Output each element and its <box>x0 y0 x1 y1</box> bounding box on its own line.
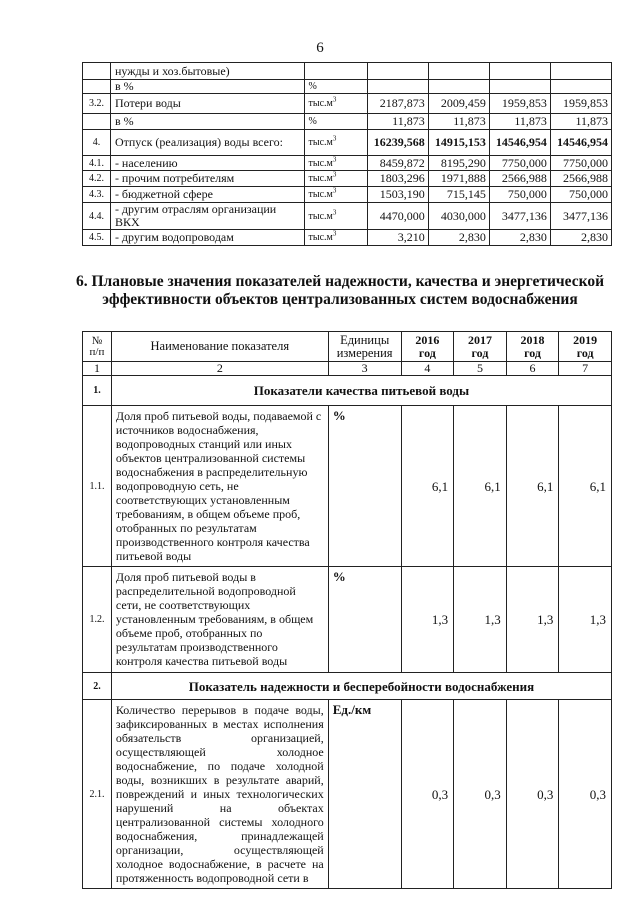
page-number: 6 <box>316 40 324 56</box>
row-num: 4.2. <box>83 171 111 187</box>
value-2018: 6,1 <box>506 406 559 567</box>
row-value <box>489 63 550 80</box>
row-unit <box>304 63 367 80</box>
balance-row <box>83 80 612 94</box>
row-name: нужды и хоз.бытовые) <box>110 63 304 80</box>
indicator-unit: % <box>328 406 401 567</box>
section-num: 2. <box>83 673 112 700</box>
row-num: 4. <box>83 130 111 156</box>
row-num <box>83 80 111 94</box>
row-num: 4.3. <box>83 187 111 203</box>
row-value <box>550 63 611 80</box>
value-2016: 1,3 <box>401 567 454 673</box>
row-name: - другим отраслям организации ВКХ <box>110 203 304 230</box>
row-value: 2187,873 <box>367 94 428 114</box>
row-unit: $тыс.м^3$ <box>304 94 367 114</box>
row-num: 4.1. <box>83 156 111 171</box>
row-value: 3477,136 <box>489 203 550 230</box>
header-year-2018: 2018 год <box>506 332 559 362</box>
row-value: 715,145 <box>428 187 489 203</box>
row-value: 7750,000 <box>550 156 611 171</box>
indicator-row <box>83 700 612 889</box>
row-value: 2566,988 <box>550 171 611 187</box>
row-num <box>83 63 111 80</box>
row-value: 11,873 <box>550 114 611 130</box>
row-unit: % <box>304 80 367 94</box>
balance-row <box>83 230 612 246</box>
value-2017: 6,1 <box>454 406 507 567</box>
indicator-unit: % <box>328 567 401 673</box>
section-num: 1. <box>83 376 112 406</box>
section-row <box>83 673 612 700</box>
row-value: 8195,290 <box>428 156 489 171</box>
balance-row <box>83 114 612 130</box>
row-value: 2009,459 <box>428 94 489 114</box>
row-value: 14546,954 <box>489 130 550 156</box>
row-unit: $тыс.м^3$ <box>304 130 367 156</box>
row-num: 4.4. <box>83 203 111 230</box>
row-value: 1803,296 <box>367 171 428 187</box>
row-name: - прочим потребителям <box>110 171 304 187</box>
row-value: 2,830 <box>550 230 611 246</box>
row-value <box>367 63 428 80</box>
row-unit: $тыс.м^3$ <box>304 187 367 203</box>
indicator-row <box>83 406 612 567</box>
row-value: 1959,853 <box>550 94 611 114</box>
water-balance-table <box>82 62 612 246</box>
header-name: Наименование показателя <box>111 332 328 362</box>
indicators-table <box>82 331 612 889</box>
indicator-name: Доля проб питьевой воды, подаваемой с источников водоснабжения, водопроводных станций или иных объектов централизованной системы водоснабжения в распределительную водопроводную сеть, не соответствующих установленным требованиям, в общем объеме проб, отобранных по результатам производственного контроля качества питьевой воды <box>111 406 328 567</box>
balance-row <box>83 94 612 114</box>
row-num: 2.1. <box>83 700 112 889</box>
balance-row <box>83 130 612 156</box>
balance-row <box>83 203 612 230</box>
row-num <box>83 114 111 130</box>
row-name: Потери воды <box>110 94 304 114</box>
header-row <box>83 332 612 362</box>
row-name: Отпуск (реализация) воды всего: <box>110 130 304 156</box>
balance-row <box>83 187 612 203</box>
row-value: 8459,872 <box>367 156 428 171</box>
header-year-2016: 2016 год <box>401 332 454 362</box>
value-2019: 0,3 <box>559 700 612 889</box>
balance-row <box>83 156 612 171</box>
section-row <box>83 376 612 406</box>
row-num: 1.1. <box>83 406 112 567</box>
row-value: 11,873 <box>428 114 489 130</box>
value-2018: 1,3 <box>506 567 559 673</box>
row-value <box>550 80 611 94</box>
section-heading: 6. Плановые значения показателей надежности, качества и энергетической эффективности объектов централизованных систем водоснабжения <box>75 273 605 308</box>
row-value: 14915,153 <box>428 130 489 156</box>
row-value <box>489 80 550 94</box>
indicator-row <box>83 567 612 673</box>
row-unit: $тыс.м^3$ <box>304 230 367 246</box>
row-value: 4470,000 <box>367 203 428 230</box>
col-number: 6 <box>506 362 559 376</box>
row-value: 2,830 <box>489 230 550 246</box>
row-value: 11,873 <box>489 114 550 130</box>
row-name: - бюджетной сфере <box>110 187 304 203</box>
row-value: 2566,988 <box>489 171 550 187</box>
row-value: 750,000 <box>550 187 611 203</box>
row-value: 3,210 <box>367 230 428 246</box>
section-title: Показатели качества питьевой воды <box>111 376 611 406</box>
row-value <box>428 63 489 80</box>
value-2016: 0,3 <box>401 700 454 889</box>
col-number: 4 <box>401 362 454 376</box>
value-2017: 0,3 <box>454 700 507 889</box>
row-unit: $тыс.м^3$ <box>304 203 367 230</box>
row-unit: $тыс.м^3$ <box>304 156 367 171</box>
row-value: 750,000 <box>489 187 550 203</box>
row-value: 14546,954 <box>550 130 611 156</box>
header-unit: Единицы измерения <box>328 332 401 362</box>
row-value <box>367 80 428 94</box>
row-value: 1971,888 <box>428 171 489 187</box>
row-value: 2,830 <box>428 230 489 246</box>
row-value: 1959,853 <box>489 94 550 114</box>
row-name: в % <box>110 114 304 130</box>
balance-row <box>83 63 612 80</box>
col-number: 1 <box>83 362 112 376</box>
indicator-name: Доля проб питьевой воды в распределительной водопроводной сети, не соответствующих установленным требованиям, в общем объеме проб, отобранных по результатам производственного контроля качества питьевой воды <box>111 567 328 673</box>
value-2018: 0,3 <box>506 700 559 889</box>
value-2019: 1,3 <box>559 567 612 673</box>
header-year-2017: 2017 год <box>454 332 507 362</box>
row-value: 7750,000 <box>489 156 550 171</box>
row-num: 4.5. <box>83 230 111 246</box>
row-value: 16239,568 <box>367 130 428 156</box>
row-num: 1.2. <box>83 567 112 673</box>
section-title: Показатель надежности и бесперебойности водоснабжения <box>111 673 611 700</box>
row-num: 3.2. <box>83 94 111 114</box>
col-number: 2 <box>111 362 328 376</box>
value-2017: 1,3 <box>454 567 507 673</box>
balance-row <box>83 171 612 187</box>
row-value: 4030,000 <box>428 203 489 230</box>
indicator-unit: Ед./км <box>328 700 401 889</box>
row-value <box>428 80 489 94</box>
value-2016: 6,1 <box>401 406 454 567</box>
header-num: № п/п <box>83 332 112 362</box>
row-value: 1503,190 <box>367 187 428 203</box>
header-year-2019: 2019 год <box>559 332 612 362</box>
row-name: - населению <box>110 156 304 171</box>
row-value: 3477,136 <box>550 203 611 230</box>
col-number: 3 <box>328 362 401 376</box>
row-unit: % <box>304 114 367 130</box>
row-name: в % <box>110 80 304 94</box>
row-value: 11,873 <box>367 114 428 130</box>
value-2019: 6,1 <box>559 406 612 567</box>
column-numbers-row <box>83 362 612 376</box>
col-number: 5 <box>454 362 507 376</box>
indicator-name: Количество перерывов в подаче воды, зафиксированных в местах исполнения обязательств организацией, осуществляющей холодное водоснабжение, по подаче холодной воды, возникших в результате аварий, повреждений и иных технологических нарушений на объектах централизованной системы холодного водоснабжения, принадлежащей организации, осуществляющей холодное водоснабжение, в расчете на протяженность водопроводной сети в <box>111 700 328 889</box>
row-name: - другим водопроводам <box>110 230 304 246</box>
row-unit: $тыс.м^3$ <box>304 171 367 187</box>
col-number: 7 <box>559 362 612 376</box>
